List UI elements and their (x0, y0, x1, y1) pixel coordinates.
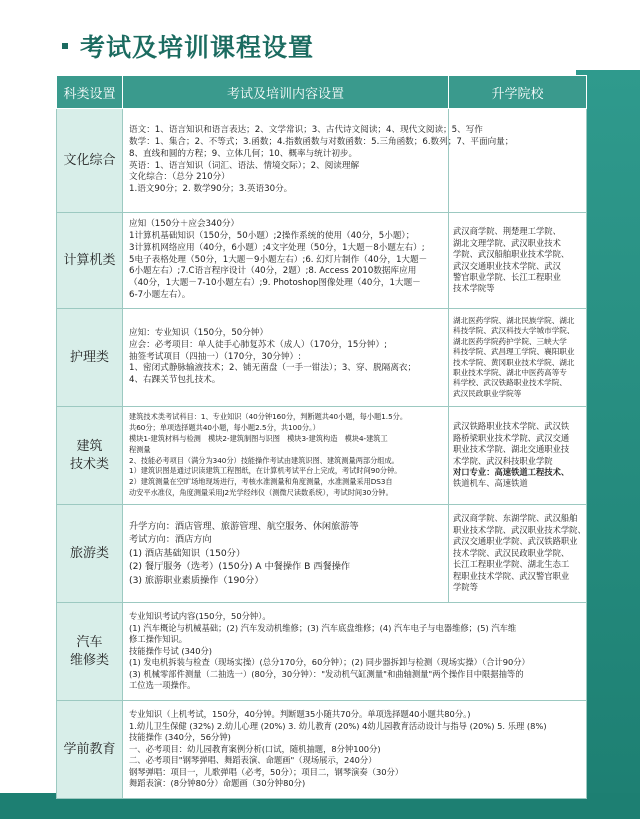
table-header-row (57, 76, 587, 109)
school-line: 武汉交通职业学院、武汉铁路职业 (453, 536, 578, 547)
header-content: 考试及培训内容设置 (123, 76, 449, 109)
school-line: 程职业技术学院、武汉警官职业 (453, 570, 570, 581)
content-line: (1) 发电机拆装与检查（现场实操）(总分170分，60分钟）；(2) 同步器拆卸与检测（现场实操）（合计90分） (129, 657, 530, 668)
content-line: 程测量 (129, 444, 151, 454)
content-line: 1、密闭式静脉输液技术；2、铺无菌盘（一手一钳法）；3、穿、脱隔离衣； (129, 363, 417, 374)
content-line: 二、必考项目"钢琴弹唱、舞蹈表演、命题画"（现场展示，240分） (129, 755, 377, 766)
school-line: 铁道机车、高速铁道 (453, 478, 528, 489)
school-line: 技术学院等 (453, 283, 495, 294)
content-cell (123, 109, 514, 213)
content-line: (1) 酒店基础知识（150分） (129, 547, 246, 559)
content-line: 应会：必考项目：单人徒手心肺复苏术（成人）（170分，15分钟）; (129, 339, 387, 350)
content-line: 共60分；单项选择题共40小题，每小题2.5分，共100分。） (129, 423, 320, 433)
content-cell (123, 505, 449, 603)
school-line: 学院等 (453, 582, 478, 593)
school-line: 职业技术学院、湖北交通职业技 (453, 444, 570, 455)
content-line: 5电子表格处理（50分，1大题－9小题左右）;6. 幻灯片制作（40分，1大题－ (129, 254, 428, 265)
school-line: 湖北医药学院药护学院、三峡大学 (453, 336, 567, 346)
content-line: 建筑技术类考试科目：1、专业知识（40分钟160分，判断题共40小题，每小题1.5分。 (129, 412, 408, 422)
content-line: 工位选一项操作。 (129, 680, 196, 691)
content-line: 应知：专业知识（150分，50分钟） (129, 327, 269, 338)
header-schools: 升学院校 (449, 76, 587, 109)
content-line: (3) 旅游职业素质操作（190分） (129, 574, 264, 586)
category-label: 维修类 (69, 652, 109, 668)
content-line: 模块1-建筑材料与检测 模块2-建筑制图与识图 模块3-建筑构造 模块4-建筑工 (129, 433, 388, 443)
page-title-text: 考试及培训课程设置 (80, 33, 315, 62)
table-row (57, 109, 587, 213)
content-cell (123, 309, 449, 407)
category-cell (57, 309, 123, 407)
school-line: 湖北文理学院、武汉职业技术 (453, 237, 561, 248)
content-line: 修工操作知识。 (129, 634, 188, 645)
school-line: 武汉铁路职业技术学院、武汉铁 (453, 421, 570, 432)
content-cell (123, 603, 587, 701)
content-line: 2、技能必考项目（满分为340分）技能操作考试由建筑识图、建筑测量两部分组成。 (129, 455, 399, 465)
content-line: （40分，1大题－7-10小题左右）;9. Photoshop图像处理（40分，1大题－ (129, 278, 421, 289)
school-line: 科技学院、武汉科技大学城市学院、 (453, 326, 575, 336)
table-row (57, 213, 587, 309)
content-line: (2) 餐厅服务（选考）(150分) A 中餐操作 B 西餐操作 (129, 561, 351, 573)
category-cell (57, 213, 123, 309)
school-cell (449, 213, 587, 309)
category-label: 护理类 (69, 349, 109, 365)
header-category: 科类设置 (57, 76, 123, 109)
category-label: 建筑 (76, 438, 103, 454)
content-line: 数学：1、集合；2、不等式；3.函数；4.指数函数与对数函数：5.三角函数；6.数列；7、平面向量； (129, 136, 514, 147)
category-cell (57, 407, 123, 505)
content-cell (123, 701, 587, 799)
category-cell (57, 603, 123, 701)
content-line: 6小题左右）;7.C语言程序设计（40分，2题）;8. Access 2010数据库应用 (129, 266, 417, 277)
content-line: (1) 汽车概论与机械基础；(2) 汽车发动机维修；(3) 汽车底盘维修；(4) 汽车电子与电器维修；(5) 汽车维 (129, 622, 517, 633)
school-cell (449, 407, 587, 505)
content-line: 1.幼儿卫生保健 (32%) 2.幼儿心理 (20%) 3. 幼儿教育 (20%) 4幼儿园教育活动设计与指导 (20%) 5. 乐理 (8%) (129, 720, 547, 731)
school-line: 湖北医药学院、湖北民族学院、湖北 (453, 315, 575, 325)
content-line: 动安平水准仪，角度测量采用J2光学经纬仪（测微尺读数系统），考试时间30分钟。 (129, 487, 393, 497)
category-label: 汽车 (76, 634, 103, 650)
course-table (56, 75, 587, 799)
content-line: 抽签考试项目（四抽一）（170分，30分钟）: (129, 351, 302, 362)
school-cell (449, 309, 587, 407)
table-row (57, 407, 587, 505)
content-line: 技能操作 (340分，56分钟) (129, 732, 231, 743)
table-row (57, 309, 587, 407)
school-line: 警官职业学院、长江工程职业 (453, 271, 561, 282)
category-label: 学前教育 (63, 741, 116, 757)
category-cell (57, 505, 123, 603)
content-line: 6-7小题左右）。 (129, 290, 191, 301)
content-line: 升学方向：酒店管理、旅游管理、航空服务、休闲旅游等 (129, 521, 359, 533)
table-row (57, 701, 587, 799)
school-line: 技术学院、武汉民政职业学院、 (453, 547, 570, 558)
content-line: 文化综合：（总分 210分） (129, 172, 230, 183)
content-line: (3) 机械零部件测量（二抽选一）(80分，30分钟）："发动机气缸测量"和曲轴测量"两个操作目中限据抽等的 (129, 668, 524, 679)
content-line: 1.语文90分；2. 数学90分；3.英语30分。 (129, 184, 293, 195)
content-line: 1）建筑识图是通过识读建筑工程图纸，在计算机考试平台上完成，考试时间90分钟。 (129, 466, 402, 476)
content-line: 应知（150分＋应会340分） (129, 218, 240, 229)
school-line: 学院、武汉船舶职业技术学院、 (453, 249, 570, 260)
category-cell (57, 109, 123, 213)
category-label: 计算机类 (63, 252, 116, 268)
page-title (62, 28, 314, 64)
content-cell (123, 213, 449, 309)
content-line: 专业知识（上机考试，150分，40分钟。判断题35小随共70分。单项选择题40小题共80分。) (129, 709, 471, 720)
content-line: 语文：1、语言知识和语言表达；2、文学常识；3、古代诗文阅读；4、现代文阅读；5、写作 (129, 124, 483, 135)
category-label: 文化综合 (63, 152, 116, 168)
content-line: 2）建筑测量在空旷场地现场进行，考核水准测量和角度测量，水准测量采用DS3自 (129, 477, 393, 487)
content-line: 钢琴弹唱：项目一，儿歌弹唱（必考，50分）；项目二，钢琴演奏（30分） (129, 766, 404, 777)
school-line: 科技学院、武昌理工学院、襄阳职业 (453, 347, 575, 357)
content-line: 1计算机基础知识（150分，50小题）;2操作系统的使用（40分，5小题）； (129, 230, 415, 241)
title-bullet-icon (62, 43, 68, 49)
school-cell (449, 505, 587, 603)
school-line: 武汉商学院、荆楚理工学院、 (453, 226, 561, 237)
school-line: 武汉商学院、东湖学院、武汉船舶 (453, 513, 578, 524)
school-line: 术学院、武汉科技职业学院 (453, 455, 553, 466)
content-line: 3计算机网络应用（40分，6小题）;4文字处理（50分，1大题－8小题左右）; (129, 242, 425, 253)
content-line: 一、必考项目：幼儿园教育案例分析(口试，随机抽题，8分钟100分) (129, 743, 381, 754)
content-cell (123, 407, 449, 505)
school-line: 科学校、武汉铁路职业技术学院、 (453, 378, 567, 388)
content-line: 技能操作号试 (340分) (129, 645, 213, 656)
school-line: 职业技术学院、湖北中医药高等专 (453, 367, 567, 377)
category-cell (57, 701, 123, 799)
school-line: 职业技术学院、武汉职业技术学院、 (453, 524, 586, 535)
content-line: 英语：1、语言知识（词汇、语法、情境交际）；2、阅读理解 (129, 160, 360, 171)
category-label: 技术类 (69, 456, 109, 472)
table-row (57, 505, 587, 603)
school-line: 长江工程职业学院、湖北生态工 (453, 559, 570, 570)
content-line: 专业知识考试内容(150分，50分钟）。 (129, 611, 271, 622)
category-label: 旅游类 (69, 545, 109, 561)
content-line: 8、直线和圆的方程；9、立体几何；10、概率与统计初步。 (129, 148, 358, 159)
school-line: 技术学院、黄冈职业技术学院、湖北 (453, 357, 575, 367)
table-row (57, 603, 587, 701)
school-line: 武汉民政职业学院等 (453, 388, 522, 398)
school-line: 武汉交通职业技术学院、武汉 (453, 260, 561, 271)
content-line: 舞蹈表演：(8分钟80分）命题画（30分钟80分) (129, 778, 306, 789)
content-line: 4、右踝关节包扎技术。 (129, 375, 221, 386)
school-line: 对口专业：高速铁道工程技术、 (453, 466, 570, 477)
content-line: 考试方向：酒店方向 (129, 534, 212, 546)
school-line: 路桥梁职业技术学院、武汉交通 (453, 432, 570, 443)
